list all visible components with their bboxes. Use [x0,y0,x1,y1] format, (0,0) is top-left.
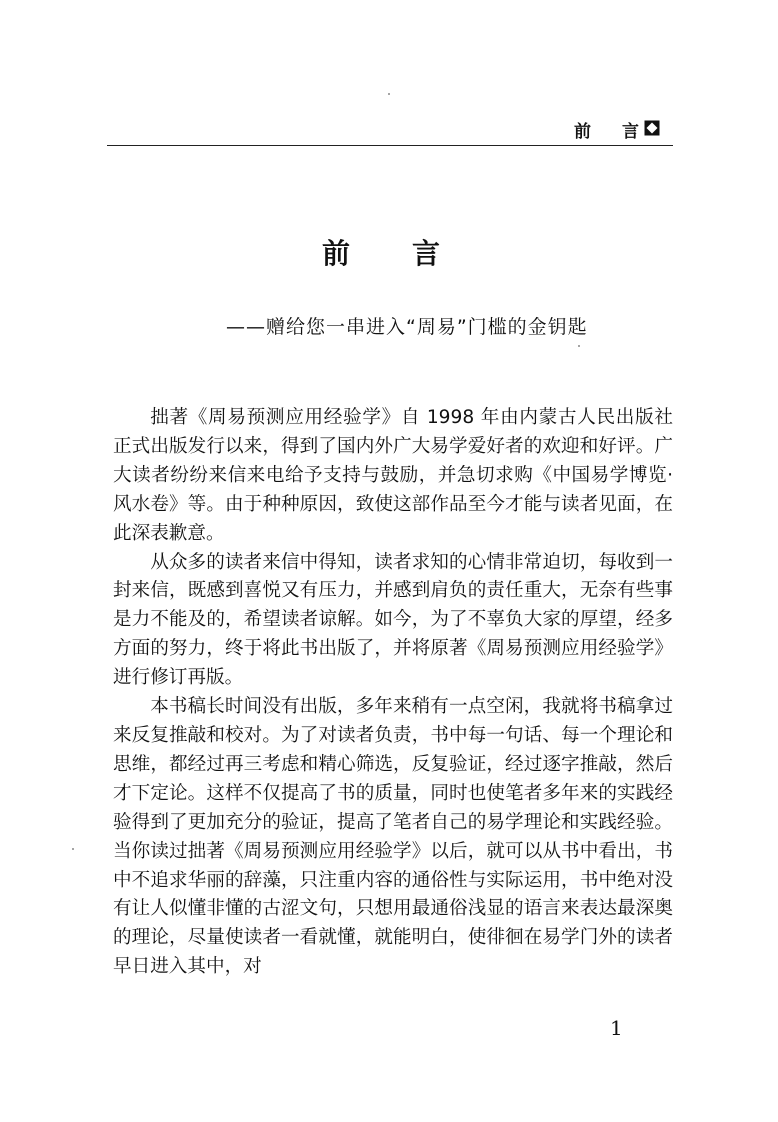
scan-speck [72,848,74,850]
paragraph-1: 拙著《周易预测应用经验学》自 1998 年由内蒙古人民出版社正式出版发行以来，得到了国内外广大易学爱好者的欢迎和好评。广大读者纷纷来信来电给予支持与鼓励，并急切求购《中国易学博览·风水卷》等。由于种种原因，致使这部作品至今才能与读者见面，在此深表歉意。 [113,407,673,544]
running-head-char-1: 前 [574,121,592,142]
body-text [113,404,673,982]
square-diamond-icon [644,120,660,136]
running-head-char-2: 言 [622,121,640,142]
chapter-subtitle: ——赠给您一串进入“周易”门槛的金钥匙 [226,316,588,338]
chapter-title-char-2: 言 [412,237,441,270]
scan-speck [578,345,580,347]
running-head [560,118,670,140]
paragraph-3: 本书稿长时间没有出版，多年来稍有一点空闲，我就将书稿拿过来反复推敲和校对。为了对读者负责，书中每一句话、每一个理论和思维，都经过再三考虑和精心筛选，反复验证，经过逐字推敲，然后才下定论。这样不仅提高了书的质量，同时也使笔者多年来的实践经验得到了更加充分的验证，提高了笔者自己的易学理论和实践经验。当你读过拙著《周易预测应用经验学》以后，就可以从书中看出，书中不追求华丽的辞藻，只注重内容的通俗性与实际运用，书中绝对没有让人似懂非懂的古涩文句，只想用最通俗浅显的语言来表达最深奥的理论，尽量使读者一看就懂，就能明白，使徘徊在易学门外的读者早日进入其中，对 [113,696,673,978]
page-number: 1 [610,1016,623,1040]
chapter-title-char-1: 前 [322,237,351,270]
header-rule [107,145,673,146]
scan-speck [388,93,390,95]
paragraph-2: 从众多的读者来信中得知，读者求知的心情非常迫切，每收到一封来信，既感到喜悦又有压力，并感到肩负的责任重大，无奈有些事是力不能及的，希望读者谅解。如今，为了不辜负大家的厚望，经多方面的努力，终于将此书出版了，并将原著《周易预测应用经验学》进行修订再版。 [113,551,673,689]
